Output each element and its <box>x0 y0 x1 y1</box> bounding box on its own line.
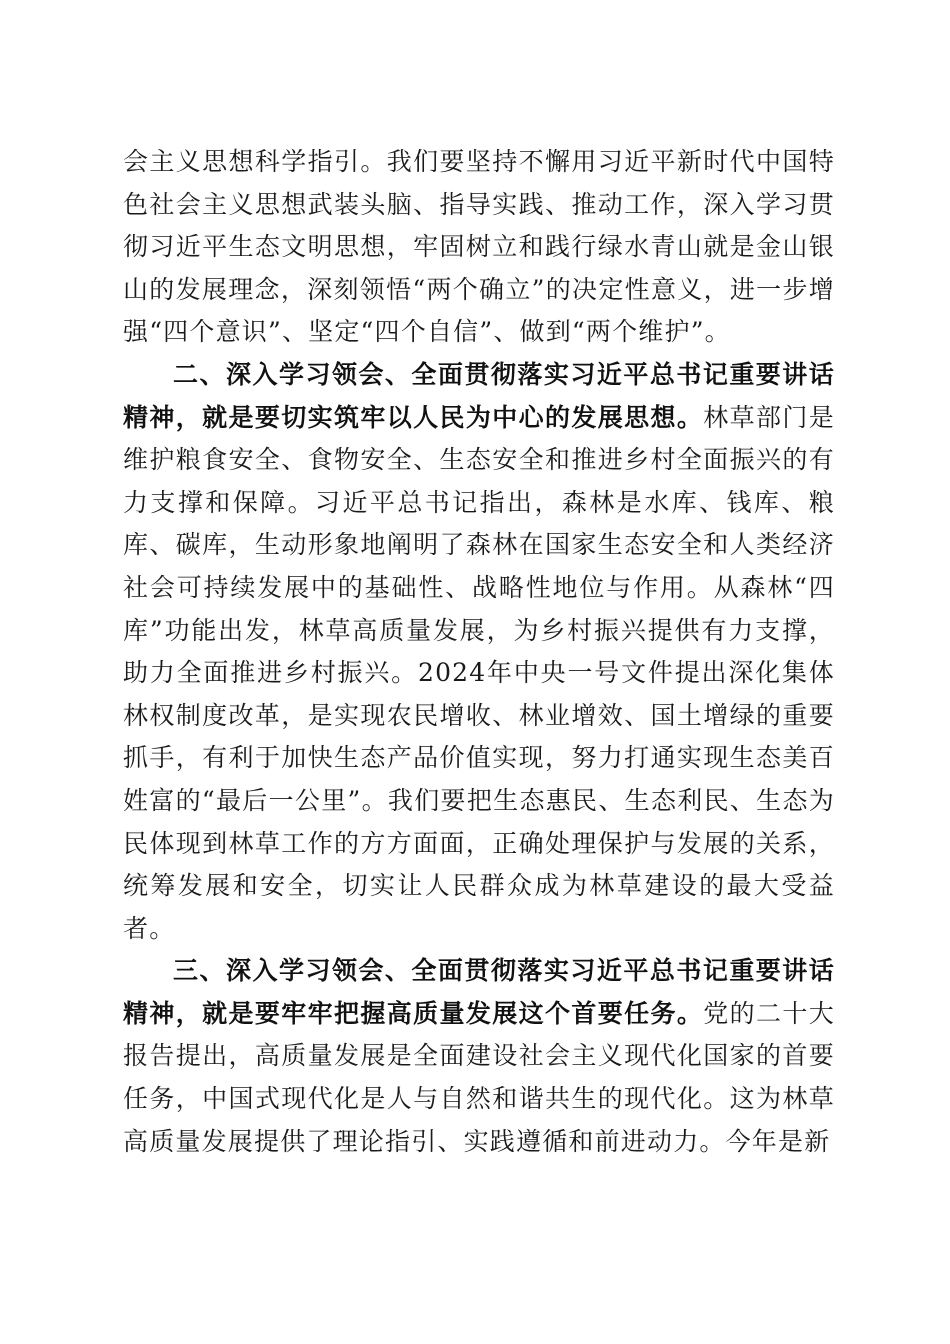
paragraph-text: 党的二十大报告提出，高质量发展是全面建设社会主义现代化国家的首要任务，中国式现代化是人与自然和谐共生的现代化。这为林草高质量发展提供了理论指引、实践遵循和前进动力。今年是新 <box>123 998 835 1156</box>
document-body <box>123 141 835 1163</box>
paragraph-section-two <box>123 354 835 950</box>
section-heading: 三、深入学习领会、全面贯彻落实习近平总书记重要讲话精神，就是要牢牢把握高质量发展这个首要任务。 <box>123 956 835 1028</box>
paragraph-section-three <box>123 950 835 1163</box>
paragraph-continued <box>123 141 835 354</box>
paragraph-text: 林草部门是维护粮食安全、食物安全、生态安全和推进乡村全面振兴的有力支撑和保障。习近平总书记指出，森林是水库、钱库、粮库、碳库，生动形象地阐明了森林在国家生态安全和人类经济社会可持续发展中的基础性、战略性地位与作用。从森林“四库”功能出发，林草高质量发展，为乡村振兴提供有力支撑，助力全面推进乡村振兴。2024年中央一号文件提出深化集体林权制度改革，是实现农民增收、林业增效、国土增绿的重要抓手，有利于加快生态产品价值实现，努力打通实现生态美百姓富的“最后一公里”。我们要把生态惠民、生态利民、生态为民体现到林草工作的方方面面，正确处理保护与发展的关系，统筹发展和安全，切实让人民群众成为林草建设的最大受益者。 <box>123 402 835 943</box>
section-heading: 二、深入学习领会、全面贯彻落实习近平总书记重要讲话精神，就是要切实筑牢以人民为中心的发展思想。 <box>123 359 835 432</box>
paragraph-text: 会主义思想科学指引。我们要坚持不懈用习近平新时代中国特色社会主义思想武装头脑、指导实践、推动工作，深入学习贯彻习近平生态文明思想，牢固树立和践行绿水青山就是金山银山的发展理念，深刻领悟“两个确立”的决定性意义，进一步增强“四个意识”、坚定“四个自信”、做到“两个维护”。 <box>123 147 835 347</box>
